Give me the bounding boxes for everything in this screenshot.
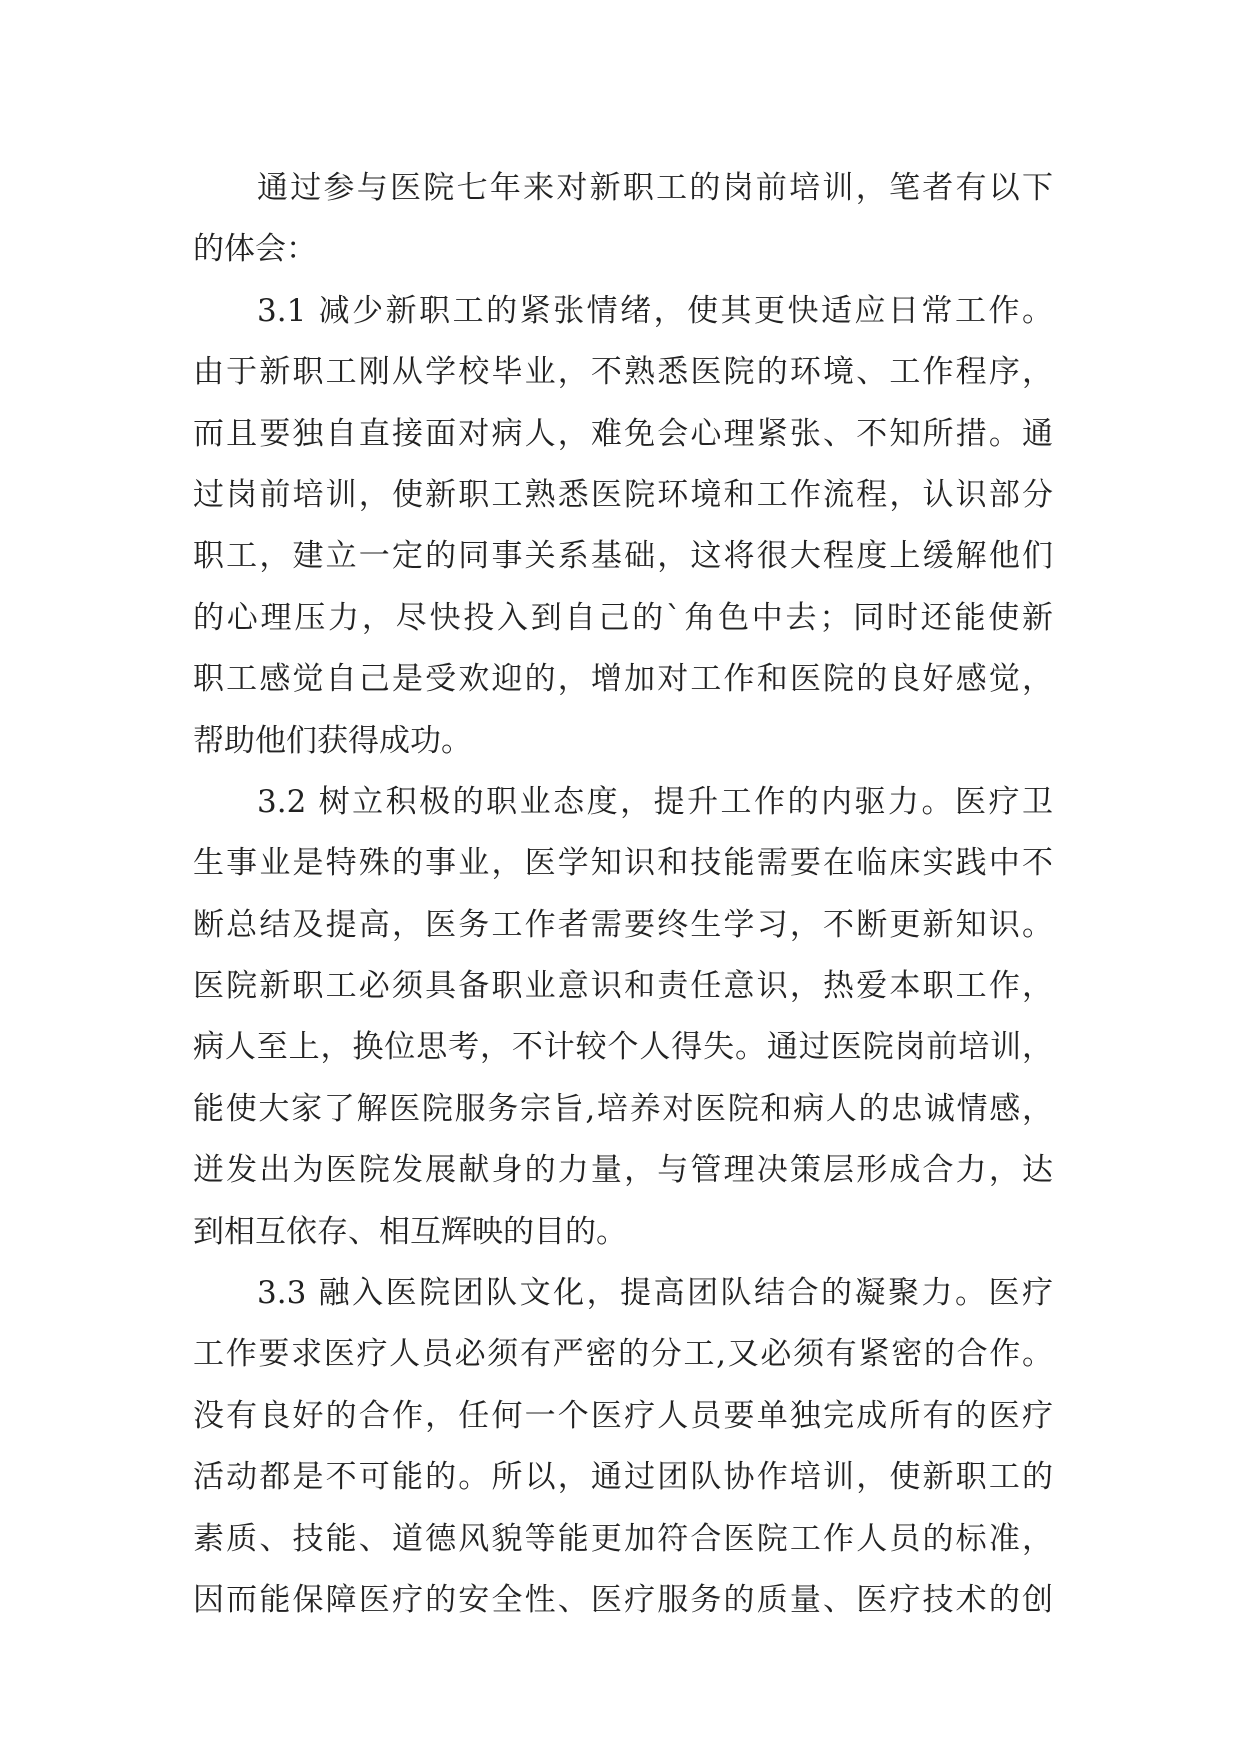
text-line: 3.2 树立积极的职业态度，提升工作的内驱力。医疗卫	[257, 783, 1053, 820]
text-line: 素质、技能、道德风貌等能更加符合医院工作人员的标准，	[193, 1520, 1053, 1557]
text-line: 因而能保障医疗的安全性、医疗服务的质量、医疗技术的创	[193, 1581, 1053, 1618]
body-text	[193, 158, 1053, 1631]
text-line: 3.1 减少新职工的紧张情绪，使其更快适应日常工作。	[257, 292, 1053, 329]
text-line: 迸发出为医院发展献身的力量，与管理决策层形成合力，达	[193, 1152, 1053, 1189]
text-line: 没有良好的合作，任何一个医疗人员要单独完成所有的医疗	[193, 1397, 1053, 1434]
text-line: 活动都是不可能的。所以，通过团队协作培训，使新职工的	[193, 1459, 1053, 1496]
text-line: 过岗前培训，使新职工熟悉医院环境和工作流程，认识部分	[193, 476, 1053, 513]
text-line: 由于新职工刚从学校毕业，不熟悉医院的环境、工作程序，	[193, 354, 1053, 391]
text-line: 而且要独自直接面对病人，难免会心理紧张、不知所措。通	[193, 415, 1053, 452]
text-line: 的心理压力，尽快投入到自己的`角色中去；同时还能使新	[193, 599, 1053, 636]
text-line: 医院新职工必须具备职业意识和责任意识，热爱本职工作，	[193, 968, 1053, 1005]
text-line: 工作要求医疗人员必须有严密的分工,又必须有紧密的合作。	[193, 1336, 1053, 1373]
text-line: 3.3 融入医院团队文化，提高团队结合的凝聚力。医疗	[257, 1275, 1053, 1312]
text-line: 到相互依存、相互辉映的目的。	[193, 1213, 627, 1250]
text-line: 生事业是特殊的事业，医学知识和技能需要在临床实践中不	[193, 845, 1053, 882]
text-line: 病人至上，换位思考，不计较个人得失。通过医院岗前培训，	[193, 1029, 1053, 1066]
text-line: 断总结及提高，医务工作者需要终生学习，不断更新知识。	[193, 906, 1053, 943]
text-line: 能使大家了解医院服务宗旨,培养对医院和病人的忠诚情感，	[193, 1090, 1053, 1127]
text-line: 的体会：	[193, 231, 317, 268]
text-line: 职工，建立一定的同事关系基础，这将很大程度上缓解他们	[193, 538, 1053, 575]
text-line: 职工感觉自己是受欢迎的，增加对工作和医院的良好感觉，	[193, 661, 1053, 698]
text-line: 通过参与医院七年来对新职工的岗前培训，笔者有以下	[257, 170, 1053, 206]
text-line: 帮助他们获得成功。	[193, 722, 472, 759]
